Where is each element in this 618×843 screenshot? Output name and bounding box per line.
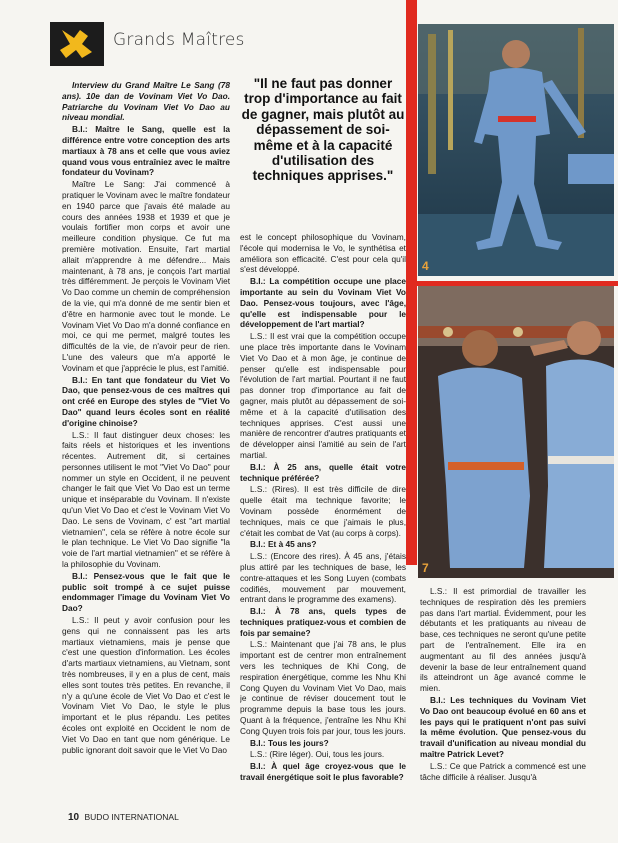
answer-paragraph: L.S.: (Encore des rires). À 45 ans, j'étais plus attiré par les techniques de base, les contre-attaques et les Song Luyen (combats codifiés, mouvement par mouvement, entrant dans le programme des examens). (240, 551, 406, 605)
answer-paragraph: L.S.: Il faut distinguer deux choses: les faits réels et historiques et les inventions récentes. Autrement dit, si certaines personnes utilisent le mot "Viet Vo Dao" pour nommer un style en Occident, il ne peuvent changer le fait que Viet Vo Dao est un terme unique et inséparable du Vovinam. Il n'existe qu'un Viet Vo Dao et c'est le Vovinam Viet Vo Dao. Le sens de Vovinam, c' est "art martial vietnamien", cela se réfère à notre école sur le plan technique. Le Viet Vo Dao signifie "la voie de l'art martial vietnamien" et se réfère à la philosophie du Vovinam. (62, 429, 230, 570)
answer-paragraph: L.S.: Il peut y avoir confusion pour les gens qui ne connaissent pas les arts martiaux vietnamiens, mais je pense que c'est une question d'information. Les écoles d'arts martiaux vietnamiens, au Vietnam, sont très nombreuses, il y en a plus de cent, mais elles sont toutes très petites. En revanche, il n'y a qu'une école de Viet Vo Dao et c'est le Vovinam Viet Vo Dao, le style le plus important et le plus répandu. Les petites écoles ont exploité en Occident le nom de Viet Vo Dao en tant que nom générique. Le public ignorant doit savoir que le Viet Vo Dao (62, 615, 230, 755)
section-title: Grands Maîtres (113, 30, 245, 50)
question-paragraph: B.I.: À 25 ans, quelle était votre technique préférée? (240, 461, 406, 483)
photo-number: 7 (422, 561, 429, 575)
question-paragraph: B.I.: À quel âge croyez-vous que le travail énergétique soit le plus favorable? (240, 761, 406, 783)
article-column-2 (240, 232, 406, 814)
question-paragraph: B.I.: À 78 ans, quels types de techniques pratiquez-vous et combien de fois par semaine? (240, 606, 406, 638)
magazine-name: BUDO INTERNATIONAL (84, 812, 179, 822)
question-paragraph: B.I.: Et à 45 ans? (250, 539, 317, 550)
page-footer (68, 812, 179, 823)
article-column-1 (62, 80, 230, 812)
answer-paragraph: L.S.: Il est primordial de travailler les techniques de respiration dès les premiers pas dans l'art martial. Évidemment, pour les débutants et les pratiquants au niveau de base, ces techniques ne seront qu'une petite part de l'entraînement. Elle ira en augmentant au fil des années jusqu'à devenir la base de leur entraînement quand ils atteindront un âge avancé comme le mien. (420, 586, 586, 694)
question-paragraph: B.I.: Tous les jours? (250, 737, 329, 748)
question-paragraph: B.I.: La compétition occupe une place importante au sein du Vovinam Viet Vo Dao. Pensez-vous toujours, avec l'âge, qu'elle est indispensable pour le développement de l'art martial? (240, 276, 406, 330)
answer-paragraph: L.S.: (Rire léger). Oui, tous les jours. (250, 749, 385, 760)
page-number: 10 (68, 812, 80, 823)
answer-paragraph: L.S.: Maintenant que j'ai 78 ans, le plus important est de centrer mon entraînement vers les techniques de Khi Cong, de respiration énergétique, comme les Nhu Khi Cong Quyen du Vovinam Viet Vo Dao, mais je continue de réviser doucement tout le programme depuis la base tous les jours. Quant à la fréquence, j'entraîne les Nhu Khi Cong Quyen trois fois par jour, tous les jours. (240, 639, 406, 736)
section-logo (50, 22, 104, 66)
article-column-3 (420, 586, 586, 814)
pull-quote: "Il ne faut pas donner trop d'importance au fait de gagner, mais plutôt au dépassement de soi-même et à la capacité d'utilisation des techniques apprises." (241, 76, 405, 184)
intro-paragraph: Interview du Grand Maître Le Sang (78 ans). 10e dan de Vovinam Viet Vo Dao. Patriarche du Vovinam Viet Vo Dao au niveau mondial. (62, 80, 230, 123)
photo-number: 4 (422, 259, 429, 273)
photo-demonstration (418, 286, 614, 578)
photo-stance (418, 24, 614, 276)
answer-paragraph: est le concept philosophique du Vovinam, l'école qui modernisa le Vo, le synthétisa et améliora son efficacité. C'est pour cela qu'il s'est développé. (240, 232, 406, 275)
question-paragraph: B.I.: En tant que fondateur du Viet Vo Dao, que pensez-vous de ces maîtres qui ont créé en Europe des styles de "Viet Vo Dao" quand leurs écoles sont en réalité d'origine chinoise? (62, 374, 230, 428)
question-paragraph: B.I.: Maître le Sang, quelle est la différence entre votre conception des arts martiaux à 78 ans et celle que vous aviez quand vous vous entraîniez avec le maître fondateur du Vovinam? (62, 124, 230, 178)
question-paragraph: B.I.: Pensez-vous que le fait que le public soit trompé à ce sujet puisse endommager l'image du Vovinam Viet Vo Dao? (62, 570, 230, 614)
answer-paragraph: L.S.: (Rires). Il est très difficile de dire quelle était ma technique favorite; le Vovinam possède énormément de techniques, mais ce que j'aimais le plus, c'était les combat de Vat (au corps à corps). (240, 484, 406, 538)
question-paragraph: B.I.: Les techniques du Vovinam Viet Vo Dao ont beaucoup évolué en 60 ans et les pays qui le pratiquent n'ont pas suivi la même évolution. Que pensez-vous du travail d'unification au niveau mondial du maître Patrick Levet? (420, 694, 586, 759)
answer-paragraph: L.S.: Ce que Patrick a commencé est une tâche difficile à réaliser. Jusqu'à (420, 760, 586, 782)
answer-paragraph: Maître Le Sang: J'ai commencé à pratiquer le Vovinam avec le maître fondateur en 1940 parce que j'avais été malade au cours des années 1938 et 1939 et que je voulais fortifier mon corps et avoir une meilleure condition physique. Ce fut ma première motivation. Ensuite, l'art martial allait m'apprendre à me défendre... Mais maintenant, à 78 ans, je conçois l'art martial très différemment. Je perçois le Vovinam Viet Vo Dao comme un chemin de compréhension de la vie, qui m'a donné de me sentir bien et d'être en harmonie avec tout le monde. Le Vovinam Viet Vo Dao m'a donné confiance en moi, ce qui me permet, malgré toutes les difficultés de la vie, de n'avoir peur de rien. L'une des valeurs que m'a apporté le Vovinam et que j'apprécie le plus, est l'amitié. (62, 179, 230, 373)
answer-paragraph: L.S.: Il est vrai que la compétition occupe une place très importante dans le Vovinam Viet Vo Dao et à mon âge, je continue de penser qu'elle est indispensable pour l'évolution de l'art martial. Pourtant il ne faut pas donner trop d'importance au fait de gagner, mais plutôt au dépassement de soi-même et à la capacité d'utilisation des techniques apprises. C'est aussi une manière de rencontrer d'autres pratiquants et de développer ainsi l'amitié au sein de l'art martial. (240, 331, 406, 460)
